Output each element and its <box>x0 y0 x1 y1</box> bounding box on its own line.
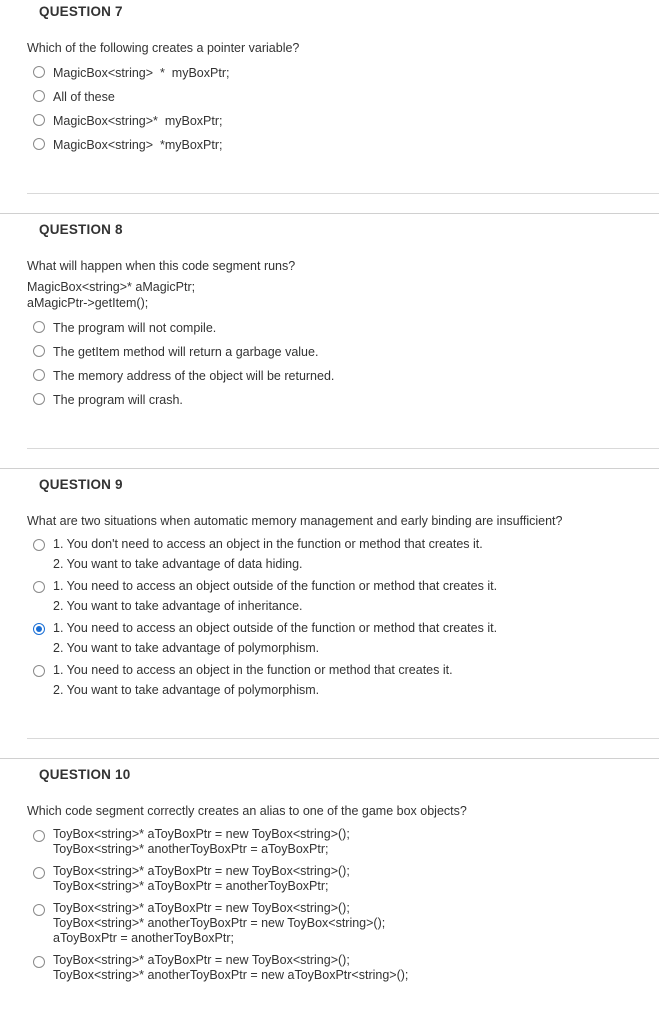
option-label-line: 1. You don't need to access an object in the function or method that creates it. <box>53 537 483 551</box>
option-label: The program will not compile. <box>53 321 217 335</box>
radio-button-selected[interactable] <box>33 623 45 635</box>
radio-button[interactable] <box>33 581 45 593</box>
option-label-line: ToyBox<string>* aToyBoxPtr = anotherToyBoxPtr; <box>53 879 329 893</box>
option-label-line: aToyBoxPtr = anotherToyBoxPtr; <box>53 931 234 945</box>
radio-button[interactable] <box>33 393 45 405</box>
divider <box>27 738 659 739</box>
radio-button[interactable] <box>33 114 45 126</box>
option-label-line: 1. You need to access an object in the function or method that creates it. <box>53 663 453 677</box>
option-label: MagicBox<string> *myBoxPtr; <box>53 138 223 152</box>
option-label: MagicBox<string> * myBoxPtr; <box>53 66 230 80</box>
question-prompt: What will happen when this code segment runs? <box>27 259 296 273</box>
option-label-line: ToyBox<string>* anotherToyBoxPtr = new ToyBox<string>(); <box>53 916 386 930</box>
section-separator <box>0 758 659 759</box>
radio-button[interactable] <box>33 830 45 842</box>
question-title: QUESTION 10 <box>39 767 131 782</box>
radio-button[interactable] <box>33 90 45 102</box>
divider <box>27 193 659 194</box>
question-prompt: Which code segment correctly creates an alias to one of the game box objects? <box>27 804 467 818</box>
radio-button[interactable] <box>33 66 45 78</box>
radio-button[interactable] <box>33 665 45 677</box>
option-label-line: ToyBox<string>* anotherToyBoxPtr = aToyBoxPtr; <box>53 842 329 856</box>
section-separator <box>0 213 659 214</box>
radio-button[interactable] <box>33 321 45 333</box>
radio-button[interactable] <box>33 539 45 551</box>
section-separator <box>0 468 659 469</box>
code-line: MagicBox<string>* aMagicPtr; <box>27 280 196 294</box>
option-label: The getItem method will return a garbage value. <box>53 345 319 359</box>
radio-button[interactable] <box>33 138 45 150</box>
question-prompt: Which of the following creates a pointer variable? <box>27 41 300 55</box>
option-label-line: ToyBox<string>* aToyBoxPtr = new ToyBox<string>(); <box>53 901 350 915</box>
radio-button[interactable] <box>33 956 45 968</box>
option-label: All of these <box>53 90 115 104</box>
option-label: MagicBox<string>* myBoxPtr; <box>53 114 223 128</box>
option-label-line: ToyBox<string>* aToyBoxPtr = new ToyBox<string>(); <box>53 864 350 878</box>
option-label-line: 1. You need to access an object outside of the function or method that creates it. <box>53 579 498 593</box>
option-label-line: 2. You want to take advantage of inheritance. <box>53 599 303 613</box>
divider <box>27 448 659 449</box>
radio-button[interactable] <box>33 345 45 357</box>
option-label-line: 1. You need to access an object outside of the function or method that creates it. <box>53 621 498 635</box>
option-label-line: 2. You want to take advantage of data hiding. <box>53 557 303 571</box>
option-label: The memory address of the object will be returned. <box>53 369 335 383</box>
option-label-line: ToyBox<string>* aToyBoxPtr = new ToyBox<string>(); <box>53 827 350 841</box>
question-prompt: What are two situations when automatic memory management and early binding are insufficient? <box>27 514 563 528</box>
question-title: QUESTION 7 <box>39 4 123 19</box>
option-label-line: 2. You want to take advantage of polymorphism. <box>53 683 320 697</box>
option-label: The program will crash. <box>53 393 183 407</box>
radio-button[interactable] <box>33 904 45 916</box>
radio-button[interactable] <box>33 369 45 381</box>
question-title: QUESTION 9 <box>39 477 123 492</box>
option-label-line: 2. You want to take advantage of polymorphism. <box>53 641 320 655</box>
option-label-line: ToyBox<string>* anotherToyBoxPtr = new aToyBoxPtr<string>(); <box>53 968 409 982</box>
radio-button[interactable] <box>33 867 45 879</box>
option-label-line: ToyBox<string>* aToyBoxPtr = new ToyBox<string>(); <box>53 953 350 967</box>
question-title: QUESTION 8 <box>39 222 123 237</box>
code-line: aMagicPtr->getItem(); <box>27 296 149 310</box>
